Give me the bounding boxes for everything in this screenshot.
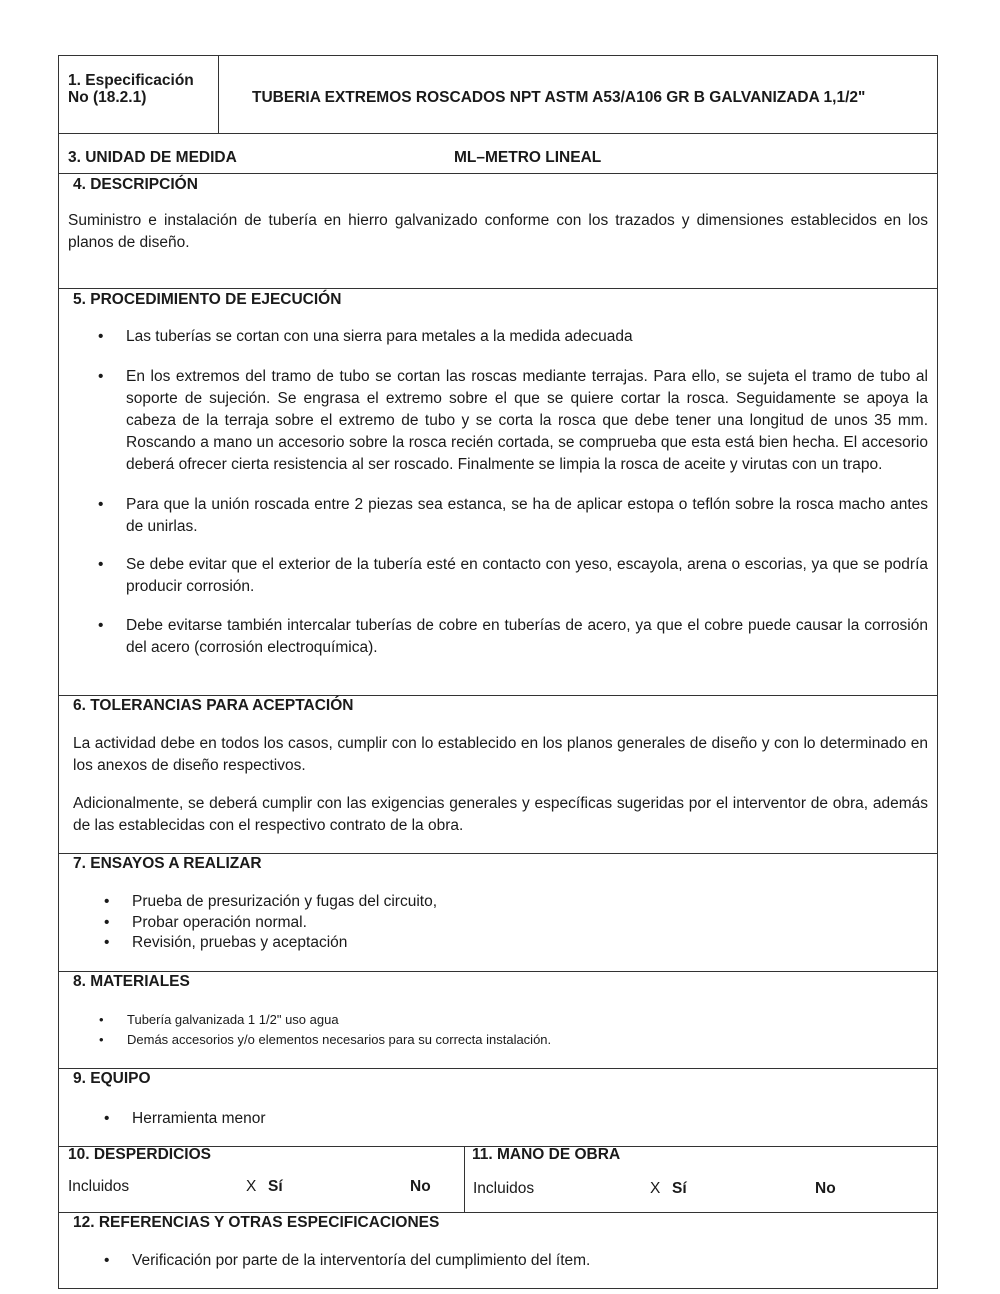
references-list <box>104 1250 928 1272</box>
labor-mark: X <box>650 1180 661 1197</box>
tests-list <box>104 892 928 954</box>
list-item: • Prueba de presurización y fugas del circuito, <box>104 893 437 910</box>
equipment-list <box>104 1108 928 1130</box>
materials-section <box>59 972 937 1069</box>
list-item: • En los extremos del tramo de tubo se cortan las roscas mediante terrajas. Para ello, se sujeta el tramo de tubo al soporte de sujeción. Se engrasa el extremo sobre el que se quiere cortar la rosca. Seguidamente se apoya la cabeza de la terraja sobre el extremo de tubo y se corta la rosca que debe tener una longitud de unos 35 mm. Roscando a mano un accesorio sobre la rosca recién cortada, se comprueba que esta está bien hecha. El accesorio deberá ofrecer cierta resistencia al ser roscado. Finalmente se limpia la rosca de aceite y virutas con un trapo. <box>98 368 928 473</box>
list-item: • Tubería galvanizada 1 1/2" uso agua <box>99 1012 339 1027</box>
tests-section <box>59 854 937 972</box>
labor-heading: 11. MANO DE OBRA <box>472 1146 621 1163</box>
tolerances-paragraph-1: La actividad debe en todos los casos, cumplir con lo establecido en los planos generales de diseño y con lo determinado en los anexos de diseño respectivos. <box>73 735 928 774</box>
list-item: • Revisión, pruebas y aceptación <box>104 934 348 951</box>
list-item: • Las tuberías se cortan con una sierra para metales a la medida adecuada <box>98 328 633 345</box>
waste-included-label: Incluidos <box>68 1178 130 1195</box>
specification-sheet <box>58 55 938 1289</box>
description-section <box>59 174 937 289</box>
unit-label: 3. UNIDAD DE MEDIDA <box>68 149 237 166</box>
list-item: • Herramienta menor <box>104 1110 266 1127</box>
unit-value: ML–METRO LINEAL <box>454 149 602 166</box>
waste-no-option: No <box>410 1178 431 1195</box>
list-item: • Debe evitarse también intercalar tuberías de cobre en tuberías de acero, ya que el cobre puede causar la corrosión del acero (corrosión electroquímica). <box>98 617 928 656</box>
references-section <box>59 1213 937 1290</box>
procedure-heading: 5. PROCEDIMIENTO DE EJECUCIÓN <box>73 291 342 308</box>
procedure-list <box>98 326 928 659</box>
waste-yes-option: Sí <box>268 1178 283 1195</box>
procedure-section <box>59 289 937 696</box>
labor-included-label: Incluidos <box>473 1180 535 1197</box>
tolerances-paragraph-2: Adicionalmente, se deberá cumplir con las exigencias generales y específicas sugeridas por el interventor de obra, además de las establecidas con el respectivo contrato de la obra. <box>73 795 928 834</box>
materials-list <box>99 1010 928 1050</box>
references-heading: 12. REFERENCIAS Y OTRAS ESPECIFICACIONES <box>73 1214 440 1231</box>
labor-yes-option: Sí <box>672 1180 687 1197</box>
spec-number-label: 1. Especificación No (18.2.1) <box>68 72 194 106</box>
list-item: • Probar operación normal. <box>104 913 307 931</box>
materials-heading: 8. MATERIALES <box>73 973 190 990</box>
waste-mark: X <box>246 1178 257 1195</box>
equipment-heading: 9. EQUIPO <box>73 1070 151 1087</box>
list-item: • Demás accesorios y/o elementos necesarios para su correcta instalación. <box>99 1032 552 1047</box>
description-text: Suministro e instalación de tubería en hierro galvanizado conforme con los trazados y dimensiones establecidos en los planos de diseño. <box>68 212 928 251</box>
tests-heading: 7. ENSAYOS A REALIZAR <box>73 855 262 872</box>
list-item: • Verificación por parte de la interventoría del cumplimiento del ítem. <box>104 1252 591 1269</box>
tolerances-section <box>59 696 937 854</box>
equipment-section <box>59 1069 937 1147</box>
spec-title: TUBERIA EXTREMOS ROSCADOS NPT ASTM A53/A106 GR B GALVANIZADA 1,1/2" <box>252 89 866 106</box>
unit-row <box>59 134 937 174</box>
spec-header-row <box>59 56 937 134</box>
list-item: • Se debe evitar que el exterior de la tubería esté en contacto con yeso, escayola, arena o escorias, ya que se podría producir corrosión. <box>98 556 928 595</box>
labor-no-option: No <box>815 1180 836 1197</box>
waste-heading: 10. DESPERDICIOS <box>68 1146 211 1163</box>
waste-labor-row <box>59 1147 937 1213</box>
description-heading: 4. DESCRIPCIÓN <box>73 176 198 193</box>
tolerances-heading: 6. TOLERANCIAS PARA ACEPTACIÓN <box>73 697 354 714</box>
list-item: • Para que la unión roscada entre 2 piezas sea estanca, se ha de aplicar estopa o teflón sobre la rosca macho antes de unirlas. <box>98 496 928 535</box>
